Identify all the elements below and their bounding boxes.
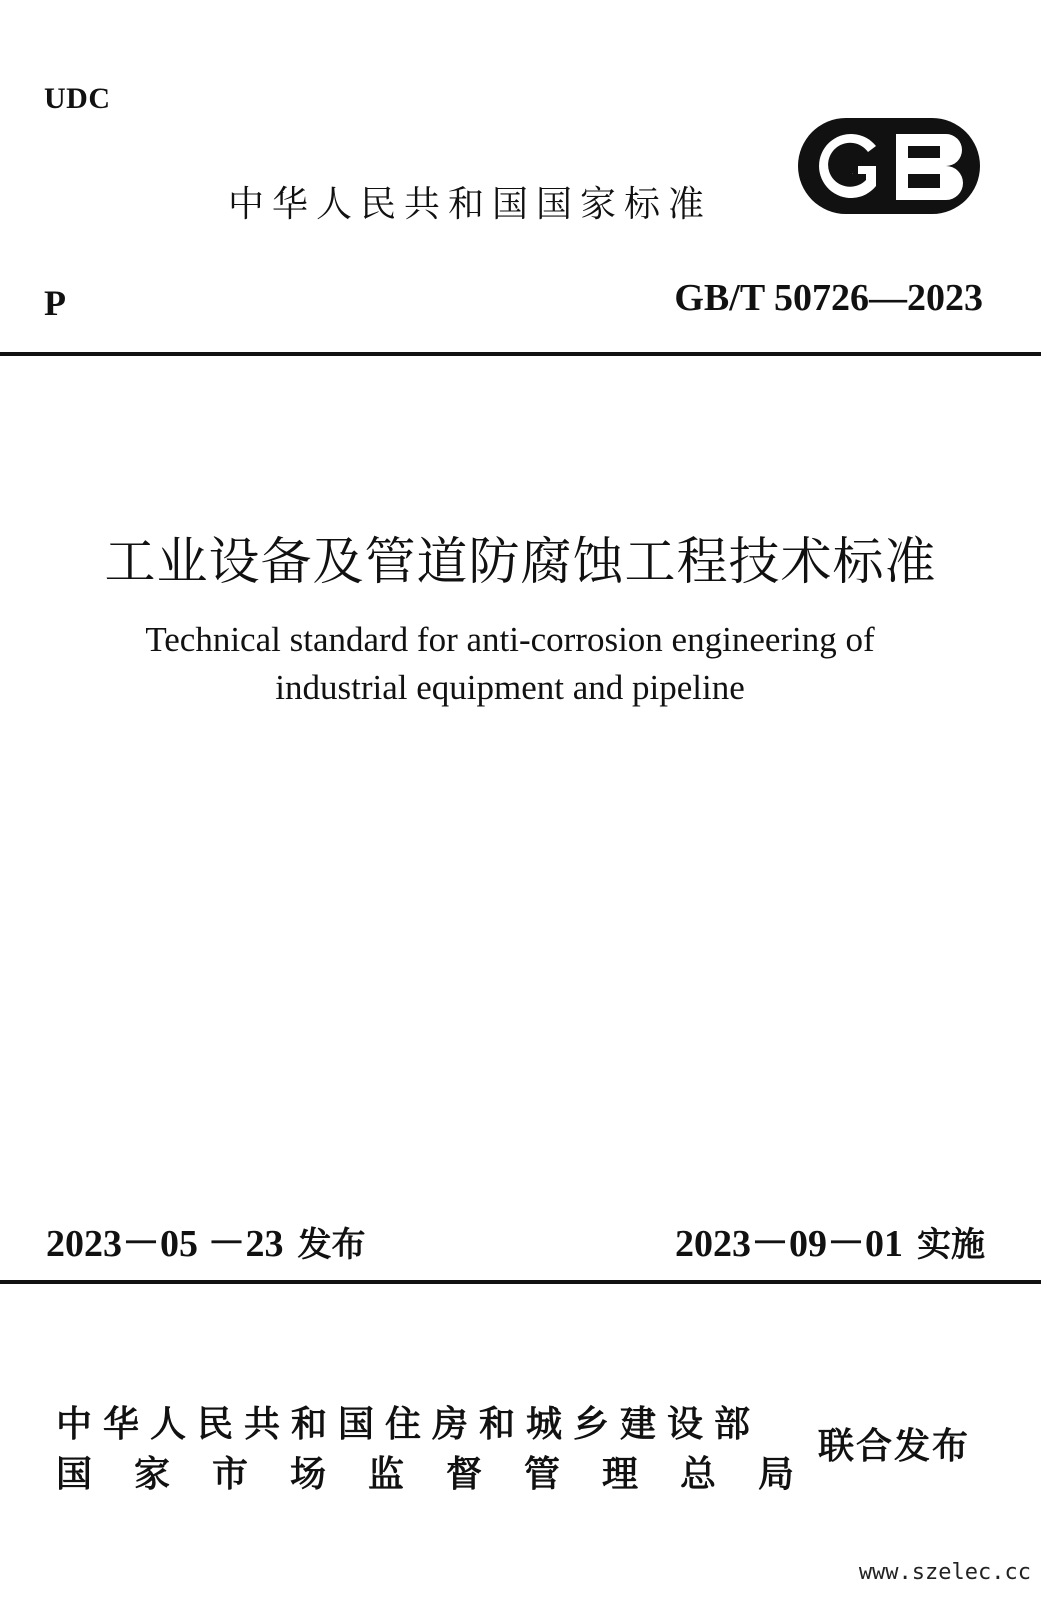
- udc-label: UDC: [44, 82, 111, 115]
- top-divider: [0, 352, 1041, 356]
- issue-label: 发布: [297, 1225, 366, 1265]
- publisher-ministry: 中华人民共和国住房和城乡建设部: [56, 1404, 762, 1445]
- standard-number: GB/T 50726—2023: [674, 277, 983, 319]
- issue-date-block: [46, 1212, 366, 1267]
- title-english: [0, 616, 1020, 712]
- joint-release-label: 联合发布: [818, 1426, 971, 1467]
- title-english-line1: Technical standard for anti-corrosion engineering of: [145, 620, 875, 659]
- implementation-date: 2023－09－01: [674, 1223, 903, 1265]
- title-chinese: 工业设备及管道防腐蚀工程技术标准: [104, 533, 937, 592]
- watermark-url: www.szelec.cc: [858, 1560, 1031, 1585]
- implementation-label: 实施: [917, 1225, 985, 1265]
- gb-logo-icon: [796, 116, 982, 216]
- publisher-samr: 国家市场监督管理总局: [56, 1454, 837, 1495]
- bottom-divider: [0, 1280, 1041, 1284]
- national-standard-heading: 中华人民共和国国家标准: [228, 184, 713, 225]
- title-english-line2: industrial equipment and pipeline: [275, 668, 745, 707]
- implementation-date-block: [675, 1212, 985, 1267]
- issue-date: 2023－05 －23: [46, 1223, 284, 1265]
- category-code: P: [44, 283, 66, 323]
